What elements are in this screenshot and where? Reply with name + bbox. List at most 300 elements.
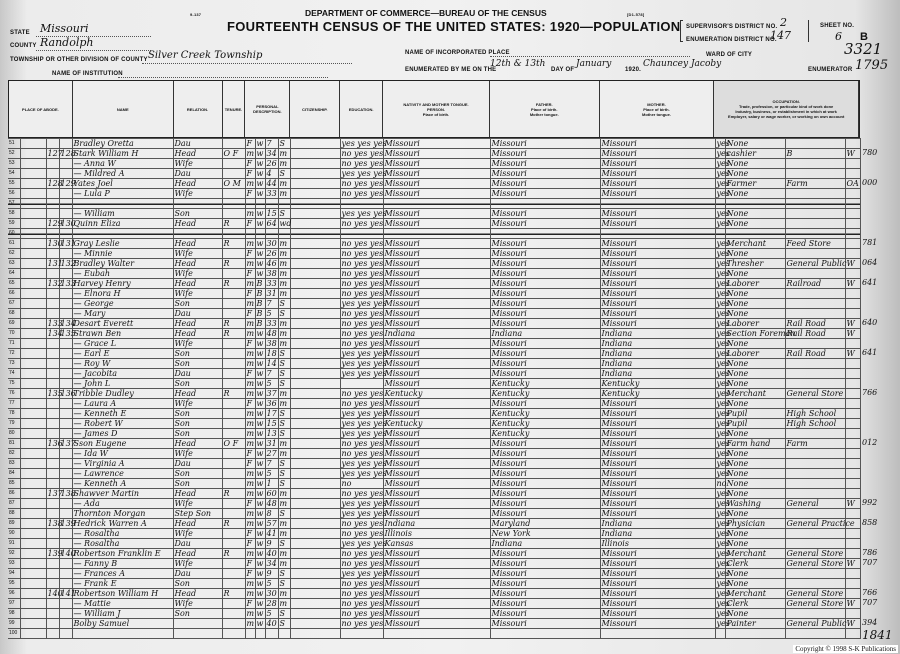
cell-edu: no yes yes <box>341 529 384 538</box>
cell-rel: Wife <box>173 289 222 299</box>
cell-eng: yes <box>716 319 730 328</box>
cell-sex: m <box>246 389 255 398</box>
cell-line: 65 <box>8 279 20 289</box>
cell-cit <box>290 519 340 529</box>
cell-mar: S <box>278 299 290 309</box>
cell-bp: Missouri <box>383 479 490 489</box>
cell-cit <box>290 609 340 619</box>
cell-occ: Laborer <box>725 349 785 359</box>
cell-ten: R <box>222 259 245 269</box>
enumeration-district-label: ENUMERATION DISTRICT NO. <box>686 37 777 43</box>
cell-race: w <box>256 489 264 498</box>
cell-age: 27 <box>266 449 277 458</box>
cell-mbp: Missouri <box>600 439 715 449</box>
cell-rel: Head <box>173 279 222 289</box>
cell-fbp: Missouri <box>490 149 600 159</box>
cell-fam: 132 <box>60 259 76 268</box>
cell-rel: Head <box>173 219 222 229</box>
cell-fbp: Kentucky <box>490 379 600 389</box>
cell-fbp: Missouri <box>490 599 600 609</box>
cell-dw <box>46 309 59 319</box>
cell-line: 79 <box>8 419 20 429</box>
cell-cit <box>290 529 340 539</box>
cell-fbp: Missouri <box>490 469 600 479</box>
cell-cit <box>290 499 340 509</box>
table-row <box>8 539 860 549</box>
cell-name: — Rosaltha <box>72 539 173 549</box>
table-row <box>8 429 860 439</box>
cell-rel: Wife <box>173 499 222 509</box>
cell-mbp: Missouri <box>600 209 715 219</box>
cell-fam <box>59 539 72 549</box>
cell-ind: General Store <box>786 549 844 558</box>
enumeration-district-number: 147 <box>770 29 791 42</box>
cell-dw: 135 <box>47 389 63 398</box>
cell-edu: no yes yes <box>341 319 384 328</box>
table-row <box>8 179 860 189</box>
cell-fam: 134 <box>60 319 76 328</box>
cell-edu: no <box>340 479 383 489</box>
cell-line: 91 <box>8 539 20 549</box>
table-row <box>8 599 860 609</box>
cell-age: 18 <box>266 349 277 358</box>
cell-cls <box>845 169 860 179</box>
cell-dw-blank <box>20 419 46 429</box>
cell-race: w <box>256 609 264 618</box>
cell-age: 44 <box>266 179 277 188</box>
cell-fbp: Missouri <box>490 349 600 359</box>
class-heading: Employer, salary or wage worker, or working on own account <box>728 114 845 119</box>
cell-bp: Missouri <box>383 139 490 149</box>
table-row <box>8 219 860 229</box>
cell-sex: F <box>245 459 255 469</box>
cell-fam: 139 <box>60 519 76 528</box>
column-headers <box>8 80 860 138</box>
cell-ind <box>785 249 845 259</box>
cell-name: — Robert W <box>72 419 173 429</box>
cell-bp: Missouri <box>383 249 490 259</box>
state-label: STATE <box>10 30 30 36</box>
cell-cls <box>845 289 860 299</box>
cell-occ: cashier <box>725 149 785 159</box>
cell-occ: None <box>725 529 785 539</box>
cell-sex: m <box>246 409 255 418</box>
cell-bp: Missouri <box>383 279 490 289</box>
cell-dw <box>46 269 59 279</box>
table-row <box>8 329 860 339</box>
cell-bp: Missouri <box>383 189 490 199</box>
cell-line: 67 <box>8 299 20 309</box>
cell-dw <box>46 469 59 479</box>
table-row <box>8 459 860 469</box>
col-education: EDUCATION. <box>340 81 383 137</box>
cell-rel: Head <box>173 519 222 529</box>
trade-heading: Trade, profession, or particular kind of work done <box>739 104 834 109</box>
cell-bp: Missouri <box>383 499 490 509</box>
cell-cit <box>290 419 340 429</box>
cell-cit <box>290 149 340 159</box>
table-row <box>8 209 860 219</box>
cell-edu: no yes yes <box>341 309 384 318</box>
table-row <box>8 139 860 149</box>
cell-dw <box>46 199 59 209</box>
cell-name: — Kenneth A <box>72 479 173 489</box>
cell-race: w <box>256 459 264 468</box>
cell-cls <box>845 199 860 209</box>
cell-ten <box>222 199 245 209</box>
cell-bp: Missouri <box>383 469 490 479</box>
cell-mar: S <box>278 169 290 179</box>
cell-eng: yes <box>716 249 730 258</box>
cell-race: w <box>256 429 264 438</box>
cell-name: Bolby Samuel <box>72 619 173 629</box>
cell-eng: yes <box>716 549 730 558</box>
table-row <box>8 339 860 349</box>
cell-occ: None <box>725 189 785 199</box>
cell-occ: None <box>725 509 785 519</box>
margin-code: 707 <box>862 598 878 607</box>
cell-rel: Wife <box>173 449 222 459</box>
cell-ind <box>785 509 845 519</box>
cell-age: 5 <box>265 379 278 389</box>
cell-mar: m <box>278 319 290 329</box>
cell-name: — William <box>72 209 173 219</box>
cell-fbp: Missouri <box>490 369 600 379</box>
incorporated-place-label: NAME OF INCORPORATED PLACE <box>405 50 510 56</box>
cell-race: w <box>256 599 264 608</box>
cell-eng <box>715 229 725 239</box>
cell-dw-blank <box>20 269 46 279</box>
supervisor-district-label: SUPERVISOR'S DISTRICT NO. <box>686 24 778 30</box>
cell-dw-blank <box>20 279 46 289</box>
cell-ind <box>785 299 845 309</box>
cell-eng: yes <box>716 609 730 618</box>
cell-age: 48 <box>266 499 277 508</box>
cell-dw <box>46 169 59 179</box>
cell-edu: no yes yes <box>341 439 384 448</box>
cell-ten: O F <box>222 439 245 449</box>
cell-ten <box>222 309 245 319</box>
cell-sex: m <box>246 239 255 248</box>
margin-code: 786 <box>862 548 878 557</box>
cell-rel: Wife <box>173 399 222 409</box>
cell-bp: Missouri <box>383 549 490 559</box>
cell-rel: Dau <box>173 569 222 579</box>
cell-rel: Dau <box>173 459 222 469</box>
cell-name: Robertson William H <box>72 589 173 599</box>
cell-name: — Kenneth E <box>72 409 173 419</box>
cell-occ: Washing <box>725 499 785 509</box>
cell-mbp: Missouri <box>600 459 715 469</box>
cell-name: — Minnie <box>72 249 173 259</box>
cell-dw <box>46 339 59 349</box>
cell-age: 57 <box>266 519 277 528</box>
col-name: NAME <box>73 81 174 137</box>
cell-mbp: Missouri <box>600 619 715 629</box>
cell-race: w <box>256 189 264 198</box>
cell-ten <box>222 359 245 369</box>
cell-race: w <box>256 219 264 228</box>
cell-ind: Rail Road <box>785 329 845 339</box>
cell-dw-blank <box>20 379 46 389</box>
cell-ten: O M <box>222 179 245 189</box>
cell-cls: W <box>845 259 860 269</box>
cell-dw-blank <box>20 609 46 619</box>
cell-ten <box>222 369 245 379</box>
cell-dw: 129 <box>47 219 63 228</box>
cell-edu: yes yes yes <box>341 509 387 518</box>
cell-rel: Head <box>173 439 222 449</box>
township-label: TOWNSHIP OR OTHER DIVISION OF COUNTY <box>10 57 148 63</box>
cell-cls <box>845 489 860 499</box>
cell-bp: Missouri <box>383 609 490 619</box>
cell-mar: m <box>278 329 290 339</box>
cell-fbp: Missouri <box>490 239 600 249</box>
county-value: Randolph <box>40 36 94 49</box>
cell-sex: F <box>245 339 255 349</box>
cell-dw-blank <box>20 189 46 199</box>
cell-rel: Dau <box>173 539 222 549</box>
cell-edu <box>340 199 383 209</box>
cell-mar: wd <box>279 219 292 228</box>
cell-cls <box>845 269 860 279</box>
cell-bp: Missouri <box>383 579 490 589</box>
cell-fam: 136 <box>60 389 76 398</box>
cell-line: 72 <box>8 349 20 359</box>
cell-ten <box>222 459 245 469</box>
cell-rel: Wife <box>173 189 222 199</box>
margin-code: 766 <box>862 388 878 397</box>
col-mother <box>600 81 715 137</box>
cell-race: w <box>256 529 264 538</box>
cell-sex: F <box>245 139 255 149</box>
cell-sex <box>245 229 255 239</box>
table-row <box>8 619 860 629</box>
cell-occ: None <box>725 579 785 589</box>
cell-eng: yes <box>716 589 730 598</box>
cell-line: 55 <box>8 179 20 189</box>
cell-rel: Son <box>173 429 222 439</box>
cell-dw <box>46 499 59 509</box>
cell-age: 40 <box>266 619 277 628</box>
cell-ind: General Public <box>786 619 847 628</box>
cell-mbp: Indiana <box>600 519 715 529</box>
cell-mar: m <box>278 449 290 459</box>
cell-dw-blank <box>20 569 46 579</box>
cell-mbp: Missouri <box>600 269 715 279</box>
cell-cls: OA <box>846 179 859 188</box>
cell-ind <box>785 369 845 379</box>
cell-age: 33 <box>266 189 277 198</box>
cell-edu <box>340 379 383 389</box>
supervisor-district-number: 2 <box>780 16 787 29</box>
cell-rel: Wife <box>173 559 222 569</box>
cell-ten: R <box>222 589 245 599</box>
cell-name: — William J <box>72 609 173 619</box>
cell-dw-blank <box>20 179 46 189</box>
cell-bp: Missouri <box>383 569 490 579</box>
cell-name <box>72 229 173 239</box>
form-number: 9-137 <box>190 12 202 17</box>
cell-ind <box>785 209 845 219</box>
cell-fbp: Missouri <box>490 159 600 169</box>
cell-ind <box>785 159 845 169</box>
cell-ind <box>785 219 845 229</box>
cell-fam <box>59 309 72 319</box>
cell-name: Desart Everett <box>72 319 173 329</box>
cell-fbp: Missouri <box>490 559 600 569</box>
cell-line: 62 <box>8 249 20 259</box>
cell-ind <box>785 189 845 199</box>
cell-line: 77 <box>8 399 20 409</box>
cell-cls <box>845 569 860 579</box>
cell-cls <box>845 449 860 459</box>
table-row <box>8 189 860 199</box>
cell-mbp: Missouri <box>600 599 715 609</box>
cell-fbp: Missouri <box>490 139 600 149</box>
table-row <box>8 229 860 239</box>
cell-fbp: Missouri <box>490 459 600 469</box>
cell-line: 66 <box>8 289 20 299</box>
cell-cls: W <box>845 619 860 629</box>
cell-name: Quinn Eliza <box>72 219 173 229</box>
cell-age: 41 <box>266 529 277 538</box>
cell-bp: Missouri <box>383 359 490 369</box>
cell-eng: yes <box>716 559 730 568</box>
cell-eng: yes <box>716 399 730 408</box>
cell-fbp: Missouri <box>490 179 600 189</box>
margin-code: 707 <box>862 558 878 567</box>
cell-age: 34 <box>266 149 277 158</box>
cell-cit <box>290 249 340 259</box>
cell-edu: no yes yes <box>341 489 384 498</box>
cell-age: 15 <box>266 419 277 428</box>
cell-ten <box>222 379 245 389</box>
cell-mar: m <box>278 279 290 289</box>
cell-line: 60 <box>8 229 20 239</box>
department-title: DEPARTMENT OF COMMERCE—BUREAU OF THE CENSUS <box>305 8 547 18</box>
cell-fam <box>59 229 72 239</box>
cell-sex: m <box>246 349 255 358</box>
margin-code: 012 <box>862 438 878 447</box>
cell-edu: yes yes yes <box>341 299 387 308</box>
cell-cls <box>845 219 860 229</box>
cell-dw <box>46 619 59 629</box>
cell-bp: Missouri <box>383 339 490 349</box>
table-row <box>8 479 860 489</box>
cell-occ: None <box>725 489 785 499</box>
cell-eng: yes <box>716 209 730 218</box>
cell-edu: no yes yes <box>341 579 384 588</box>
cell-edu <box>340 229 383 239</box>
day-of-label: DAY OF <box>551 67 575 73</box>
cell-ind <box>785 309 845 319</box>
cell-mbp: Missouri <box>600 289 715 299</box>
cell-fam <box>59 359 72 369</box>
margin-code: 766 <box>862 588 878 597</box>
cell-edu: no yes yes <box>341 269 384 278</box>
cell-fam <box>59 159 72 169</box>
cell-cit <box>290 329 340 339</box>
cell-mbp: Missouri <box>600 489 715 499</box>
cell-sex <box>245 199 255 209</box>
cell-race: w <box>256 569 264 578</box>
table-row <box>8 359 860 369</box>
cell-occ: None <box>725 369 785 379</box>
cell-age: 37 <box>266 389 277 398</box>
cell-line: 94 <box>8 569 20 579</box>
cell-ten <box>222 229 245 239</box>
cell-edu: yes yes yes <box>341 169 387 178</box>
cell-edu: no yes yes <box>341 259 384 268</box>
cell-mbp: Indiana <box>600 329 715 339</box>
cell-dw <box>46 409 59 419</box>
cell-dw-blank <box>20 229 46 239</box>
cell-rel: Head <box>173 329 222 339</box>
cell-fam <box>59 429 72 439</box>
cell-ten: R <box>222 219 245 229</box>
cell-sex: m <box>246 469 255 478</box>
cell-sex: F <box>245 249 255 259</box>
cell-dw <box>46 419 59 429</box>
cell-mar: S <box>278 359 290 369</box>
cell-race: w <box>256 159 264 168</box>
cell-eng: yes <box>716 519 730 528</box>
cell-ind: Feed Store <box>785 239 845 249</box>
state-value: Missouri <box>40 22 89 35</box>
cell-cls <box>845 239 860 249</box>
cell-sex: F <box>245 169 255 179</box>
cell-ten <box>222 579 245 589</box>
cell-line: 97 <box>8 599 20 609</box>
cell-eng: yes <box>716 349 730 358</box>
cell-fbp: Indiana <box>490 329 600 339</box>
cell-ten <box>222 569 245 579</box>
cell-dw-blank <box>20 389 46 399</box>
cell-dw: 131 <box>47 259 63 268</box>
cell-line: 53 <box>8 159 20 169</box>
cell-dw-blank <box>20 149 46 159</box>
cell-cls <box>845 229 860 239</box>
cell-cls <box>845 409 860 419</box>
cell-ind <box>785 269 845 279</box>
sheet-side: B <box>860 31 868 43</box>
cell-dw <box>46 289 59 299</box>
cell-name: — Ida W <box>72 449 173 459</box>
cell-occ: None <box>725 289 785 299</box>
cell-edu: no yes yes <box>341 549 384 558</box>
cell-bp: Kansas <box>383 539 490 549</box>
margin-code: 641 <box>862 348 878 357</box>
cell-line: 74 <box>8 369 20 379</box>
cell-name: — Grace L <box>72 339 173 349</box>
cell-rel: Son <box>173 349 222 359</box>
table-row <box>8 589 860 599</box>
cell-cit <box>290 439 340 449</box>
cell-line: 76 <box>8 389 20 399</box>
cell-fam <box>59 479 72 489</box>
cell-fam <box>59 599 72 609</box>
cell-mbp: Missouri <box>600 259 715 269</box>
cell-fbp: Missouri <box>490 209 600 219</box>
cell-age: 48 <box>266 329 277 338</box>
cell-eng: yes <box>716 409 730 418</box>
cell-mbp: Missouri <box>600 139 715 149</box>
cell-fbp: Missouri <box>490 259 600 269</box>
cell-ind: General Store <box>786 599 844 608</box>
cell-race: w <box>256 349 264 358</box>
cell-dw-blank <box>20 509 46 519</box>
